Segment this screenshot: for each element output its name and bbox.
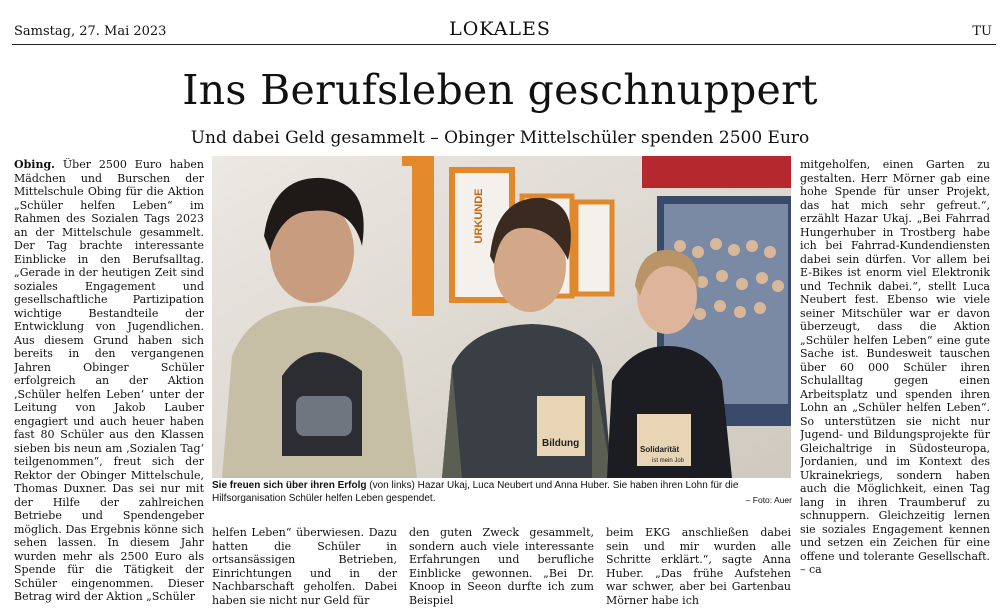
header-rule xyxy=(12,44,996,45)
article-column-2: helfen Leben“ überwiesen. Dazu hatten die Schüler in ortsansässigen Betrieben, Einrichtungen und in der Nachbarschaft geholfen. Dabei haben sie nicht nur Geld für xyxy=(212,526,397,607)
section-title: LOKALES xyxy=(449,18,551,40)
article-photo xyxy=(212,156,791,478)
article-column-1 xyxy=(14,158,204,608)
article-subheadline: Und dabei Geld gesammelt – Obinger Mittelschüler spenden 2500 Euro xyxy=(190,128,810,148)
caption-lead: Sie freuen sich über ihren Erfolg xyxy=(212,480,367,491)
sign-sub: ist mein Job xyxy=(652,458,685,464)
article-column-4: beim EKG anschließen dabei sein und mir wurden alle Schritte erklärt.“, sagte Anna Huber. „Das frühe Aufstehen war schwer, aber bei Gartenbau Mörner habe ich xyxy=(606,526,791,607)
photo-credit: – Foto: Auer xyxy=(745,495,792,505)
column-1-text: Über 2500 Euro haben Mädchen und Burschen der Mittelschule Obing für die Aktion „Schüler helfen Leben“ im Rahmen des Sozialen Tags 2023 an der Mittelschule gesammelt. Der Tag brachte interessante Einblicke in den Berufsalltag. „Gerade in der heutigen Zeit sind soziales Engagement und gesellschaftliche Partizipation wichtige Bestandteile der Entwicklung von Jugendlichen. Aus diesem Grund haben sich bereits in den vergangenen Jahren Obinger Schüler erfolgreich an der Aktion ‚Schüler helfen Leben‘ unter der Leitung von Jakob Lauber engagiert und auch heuer haben fast 80 Schüler aus den Klassen sieben bis neun am ‚Sozialen Tag‘ teilgenommen“, freut sich der Rektor der Obinger Mittelschule, Thomas Duxner. Das sei nur mit der Hilfe der zahlreichen Betriebe und Spendengeber möglich. Das Ergebnis könne sich sehen lassen. In diesem Jahr wurden mehr als 2500 Euro als Spende für die Tätigkeit der Schüler eingenommen. Dieser Betrag wird der Aktion „Schüler xyxy=(14,158,204,603)
photo-caption xyxy=(212,479,792,507)
article-column-3: den guten Zweck gesammelt, sondern auch viele interessante Erfahrungen und berufliche Einblicke gewonnen. „Bei Dr. Knoop in Seeon durfte ich zum Beispiel xyxy=(409,526,594,607)
photo-illustration xyxy=(212,156,791,478)
article-headline: Ins Berufsleben geschnuppert xyxy=(182,66,818,114)
edition-mark: TU xyxy=(972,24,992,39)
poster-text: URKUNDE xyxy=(473,188,485,244)
dateline: Obing. xyxy=(14,158,55,171)
sign-solidaritaet: Solidarität xyxy=(640,445,680,454)
caption-text: (von links) Hazar Ukaj, Luca Neubert und Anna Huber. Sie haben ihren Lohn für die Hilfsorganisation Schüler helfen Leben gespendet. xyxy=(212,480,739,504)
issue-date: Samstag, 27. Mai 2023 xyxy=(14,24,167,39)
sign-bildung: Bildung xyxy=(542,438,580,449)
article-column-5: mitgeholfen, einen Garten zu gestalten. Herr Mörner gab eine hohe Spende für unser Projekt, das hat mich sehr gefreut.“, erzählt Hazar Ukaj. „Bei Fahrrad Hungerhuber in Trostberg habe ich bei Fahrrad-Kundendiensten dabei sein dürfen. Vor allem bei E-Bikes ist enorm viel Elektronik und Technik dabei.“, stellt Luca Neubert fest. Ebenso wie viele seiner Mitschüler war er davon überzeugt, dass die Aktion „Schüler helfen Leben“ eine gute Sache ist. Bundesweit tauschen über 60 000 Schüler ihren Schulalltag gegen einen Arbeitsplatz und spenden ihren Lohn an „Schüler helfen Leben“. So unterstützen sie nicht nur Jugend- und Bildungsprojekte für Gleichaltrige in Südosteuropa, Jordanien, und im Kontext des Ukrainekriegs, sondern haben auch die Möglichkeit, einen Tag lang in ihren Traumberuf zu schnuppern. Gleichzeitig lernen sie soziales Engagement kennen und setzen ein Zeichen für eine offene und tolerante Gesellschaft. – ca xyxy=(800,158,990,576)
